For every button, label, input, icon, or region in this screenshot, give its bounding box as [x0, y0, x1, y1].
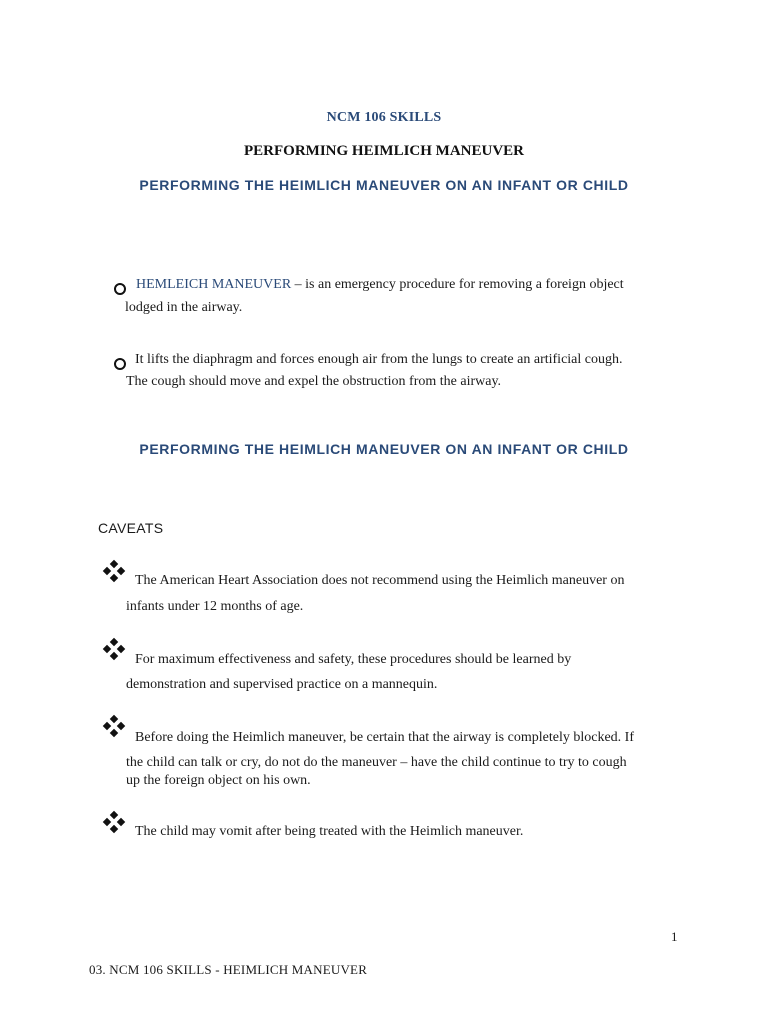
document-footer: 03. NCM 106 SKILLS - HEIMLICH MANEUVER: [89, 962, 368, 977]
caveat-text: the child can talk or cry, do not do the maneuver – have the child continue to try to cough: [126, 755, 627, 770]
term-heading: HEMLEICH MANEUVER: [136, 277, 292, 292]
diamond-bullet-icon: [101, 811, 127, 835]
document-subtitle: PERFORMING THE HEIMLICH MANEUVER ON AN INFANT OR CHILD: [139, 177, 629, 193]
caveat-text: The American Heart Association does not recommend using the Heimlich maneuver on: [135, 573, 625, 588]
caveat-text: Before doing the Heimlich maneuver, be certain that the airway is completely blocked. If: [135, 730, 634, 745]
bullet-line: The cough should move and expel the obstruction from the airway.: [126, 374, 502, 389]
caveats-label: CAVEATS: [98, 520, 164, 536]
bullet-line: lodged in the airway.: [125, 300, 243, 315]
diamond-bullet-icon: [101, 715, 127, 739]
caveat-text: up the foreign object on his own.: [126, 773, 311, 788]
caveat-text: The child may vomit after being treated with the Heimlich maneuver.: [135, 824, 524, 839]
caveat-text: demonstration and supervised practice on a mannequin.: [126, 677, 438, 692]
page-number: 1: [671, 929, 678, 944]
diamond-bullet-icon: [101, 638, 127, 662]
bullet-paragraph: [136, 274, 696, 296]
caveat-text: For maximum effectiveness and safety, these procedures should be learned by: [135, 652, 572, 667]
document-title: PERFORMING HEIMLICH MANEUVER: [244, 143, 524, 159]
caveat-text: infants under 12 months of age.: [126, 599, 304, 614]
section-heading: PERFORMING THE HEIMLICH MANEUVER ON AN INFANT OR CHILD: [139, 441, 629, 457]
bullet-paragraph: It lifts the diaphragm and forces enough air from the lungs to create an artificial cough.: [135, 352, 623, 367]
course-title: NCM 106 SKILLS: [326, 110, 442, 125]
circle-bullet-icon: [114, 283, 126, 295]
circle-bullet-icon: [114, 358, 126, 370]
diamond-bullet-icon: [101, 560, 127, 584]
definition-text: – is an emergency procedure for removing a foreign object: [291, 277, 624, 292]
